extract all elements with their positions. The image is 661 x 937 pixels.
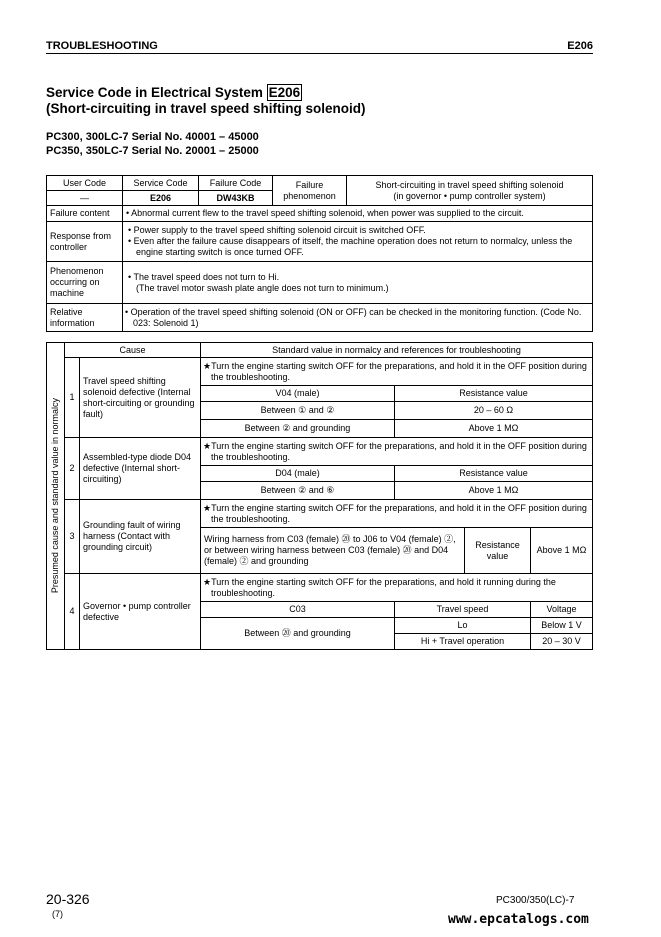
model-label: PC300/350(LC)-7 xyxy=(496,895,575,906)
prep-note: ★ Turn the engine starting switch OFF for the preparations, and hold it in the OFF position during the troubleshooting. xyxy=(201,358,593,386)
cause-number: 2 xyxy=(65,438,80,500)
voltage-value: 20 – 30 V xyxy=(531,634,593,650)
user-code-value: — xyxy=(47,191,123,206)
response-line: • Power supply to the travel speed shifting solenoid circuit is switched OFF. xyxy=(128,225,426,235)
service-code-value: E206 xyxy=(123,191,199,206)
failure-code-value: DW43KB xyxy=(199,191,273,206)
voltage-header: Voltage xyxy=(531,602,593,618)
travel-speed-value: Hi + Travel operation xyxy=(395,634,531,650)
connector-header: C03 xyxy=(201,602,395,618)
failure-phenomenon-value xyxy=(347,176,593,206)
cause-header: Cause xyxy=(65,343,201,358)
relative-info-label: Relative information xyxy=(47,304,123,332)
prep-note: ★ Turn the engine starting switch OFF for the preparations, and hold it in the OFF position during the troubleshooting. xyxy=(201,500,593,528)
phenomenon-occurring-line: (The travel motor swash plate angle does not turn to minimum.) xyxy=(136,282,389,293)
cause-number: 1 xyxy=(65,358,80,438)
user-code-header: User Code xyxy=(47,176,123,191)
response-line: • Even after the failure cause disappears of itself, the machine operation does not return to normalcy, unless the engine starting switch is once turned OFF. xyxy=(128,236,573,257)
cause-number: 4 xyxy=(65,574,80,650)
title-subtitle: (Short-circuiting in travel speed shifting solenoid) xyxy=(46,101,366,116)
title-code: E206 xyxy=(268,85,301,100)
info-table xyxy=(46,175,593,332)
response-label: Response from controller xyxy=(47,222,123,262)
page-title xyxy=(46,85,366,117)
failure-content-label: Failure content xyxy=(47,206,123,222)
page-header xyxy=(46,40,593,54)
phenomenon-line: Short-circuiting in travel speed shifting solenoid xyxy=(375,179,564,190)
travel-speed-value: Lo xyxy=(395,618,531,634)
resistance-header: Resistance value xyxy=(395,466,593,482)
resistance-header: Resistance value xyxy=(395,386,593,402)
measure-value: 20 – 60 Ω xyxy=(395,402,593,420)
measure-point: Between ② and grounding xyxy=(201,420,395,438)
phenomenon-line: (in governor • pump controller system) xyxy=(393,190,546,201)
phenomenon-occurring-line: • The travel speed does not turn to Hi. xyxy=(128,271,280,282)
page-number: 20-326 xyxy=(46,891,90,907)
prep-note: ★ Turn the engine starting switch OFF for the preparations, and hold it in the OFF position during the troubleshooting. xyxy=(201,438,593,466)
title-prefix: Service Code in Electrical System xyxy=(46,85,267,100)
serial-line: PC300, 300LC-7 Serial No. 40001 – 45000 xyxy=(46,131,259,143)
side-label-text: Presumed cause and standard value in normalcy xyxy=(50,398,60,594)
measure-point: Between ① and ② xyxy=(201,402,395,420)
measure-point: Between ② and ⑥ xyxy=(201,482,395,500)
phenomenon-occurring-text xyxy=(123,262,593,304)
connector-header: D04 (male) xyxy=(201,466,395,482)
service-code-header: Service Code xyxy=(123,176,199,191)
measure-value: Above 1 MΩ xyxy=(395,482,593,500)
cause-text: Governor • pump controller defective xyxy=(80,574,201,650)
header-code: E206 xyxy=(567,40,593,52)
travel-speed-header: Travel speed xyxy=(395,602,531,618)
response-text xyxy=(123,222,593,262)
failure-phenomenon-header: Failure phenomenon xyxy=(273,176,347,206)
failure-code-header: Failure Code xyxy=(199,176,273,191)
standard-header: Standard value in normalcy and references for troubleshooting xyxy=(201,343,593,358)
measure-value: Above 1 MΩ xyxy=(395,420,593,438)
website-watermark[interactable]: www.epcatalogs.com xyxy=(448,912,589,927)
cause-table xyxy=(46,342,593,650)
page-revision: (7) xyxy=(52,909,63,919)
connector-header: V04 (male) xyxy=(201,386,395,402)
measure-point: Between ⑳ and grounding xyxy=(201,618,395,650)
serial-line: PC350, 350LC-7 Serial No. 20001 – 25000 xyxy=(46,145,259,157)
cause-text: Travel speed shifting solenoid defective (Internal short-circuiting or grounding fault) xyxy=(80,358,201,438)
serial-numbers xyxy=(46,130,259,158)
resistance-value: Above 1 MΩ xyxy=(531,528,593,574)
cause-number: 3 xyxy=(65,500,80,574)
section-title: TROUBLESHOOTING xyxy=(46,40,158,52)
failure-content-text: • Abnormal current flew to the travel speed shifting solenoid, when power was supplied to the circuit. xyxy=(123,206,593,222)
resistance-label: Resistance value xyxy=(465,528,531,574)
harness-text: Wiring harness from C03 (female) ⑳ to J06 to V04 (female) ②, or between wiring harness between C03 (female) ⑳ and D04 (female) ② and grounding xyxy=(201,528,465,574)
side-label xyxy=(47,343,65,650)
cause-text: Assembled-type diode D04 defective (Internal short-circuiting) xyxy=(80,438,201,500)
phenomenon-occurring-label: Phenomenon occurring on machine xyxy=(47,262,123,304)
relative-info-text: • Operation of the travel speed shifting solenoid (ON or OFF) can be checked in the monitoring function. (Code No. 023: Solenoid 1) xyxy=(123,304,593,332)
prep-note: ★ Turn the engine starting switch OFF for the preparations, and hold it running during the troubleshooting. xyxy=(201,574,593,602)
voltage-value: Below 1 V xyxy=(531,618,593,634)
cause-text: Grounding fault of wiring harness (Contact with grounding circuit) xyxy=(80,500,201,574)
